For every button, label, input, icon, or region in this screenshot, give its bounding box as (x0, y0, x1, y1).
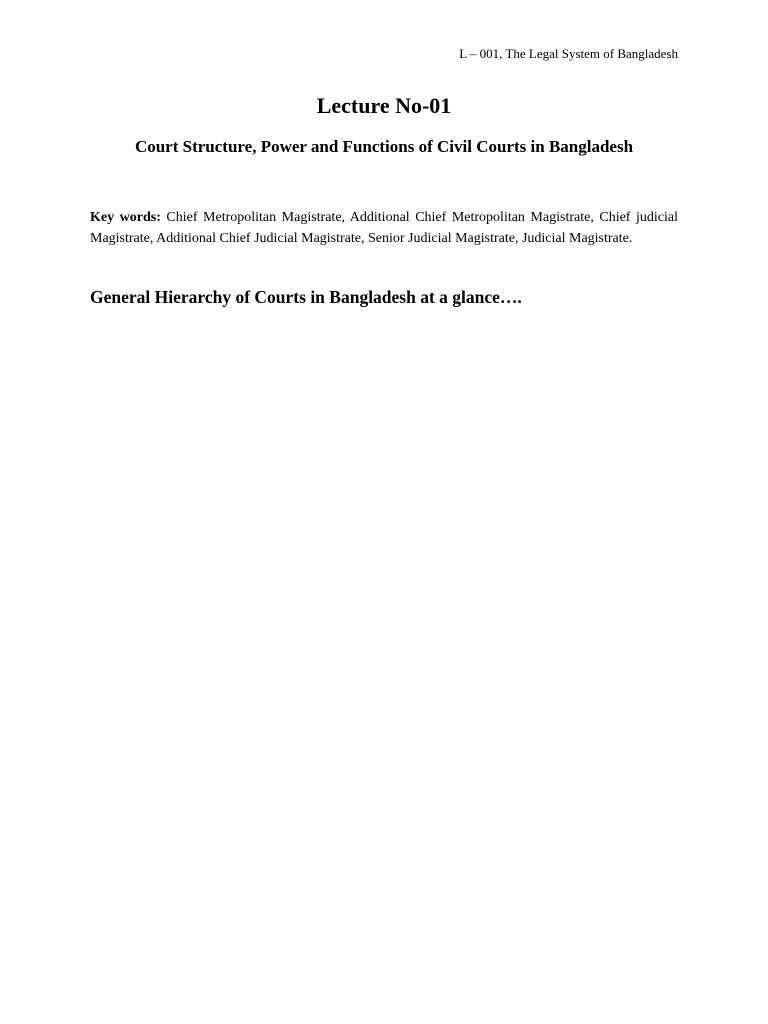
running-header: L – 001, The Legal System of Bangladesh (459, 46, 678, 61)
section-heading: General Hierarchy of Courts in Bangladesh at a glance…. (90, 287, 522, 307)
lecture-subtitle: Court Structure, Power and Functions of Civil Courts in Bangladesh (134, 137, 634, 156)
lecture-title: Lecture No-01 (316, 93, 452, 118)
keywords-text: Chief Metropolitan Magistrate, Additional Chief Metropolitan Magistrate, Chief judicial Magistrate, Additional Chief Judicial Magistrate, Senior Judicial Magistrate, Judicial Magistrate. (90, 210, 678, 246)
keywords-paragraph (90, 207, 678, 249)
keywords-label: Key words: (90, 210, 161, 225)
